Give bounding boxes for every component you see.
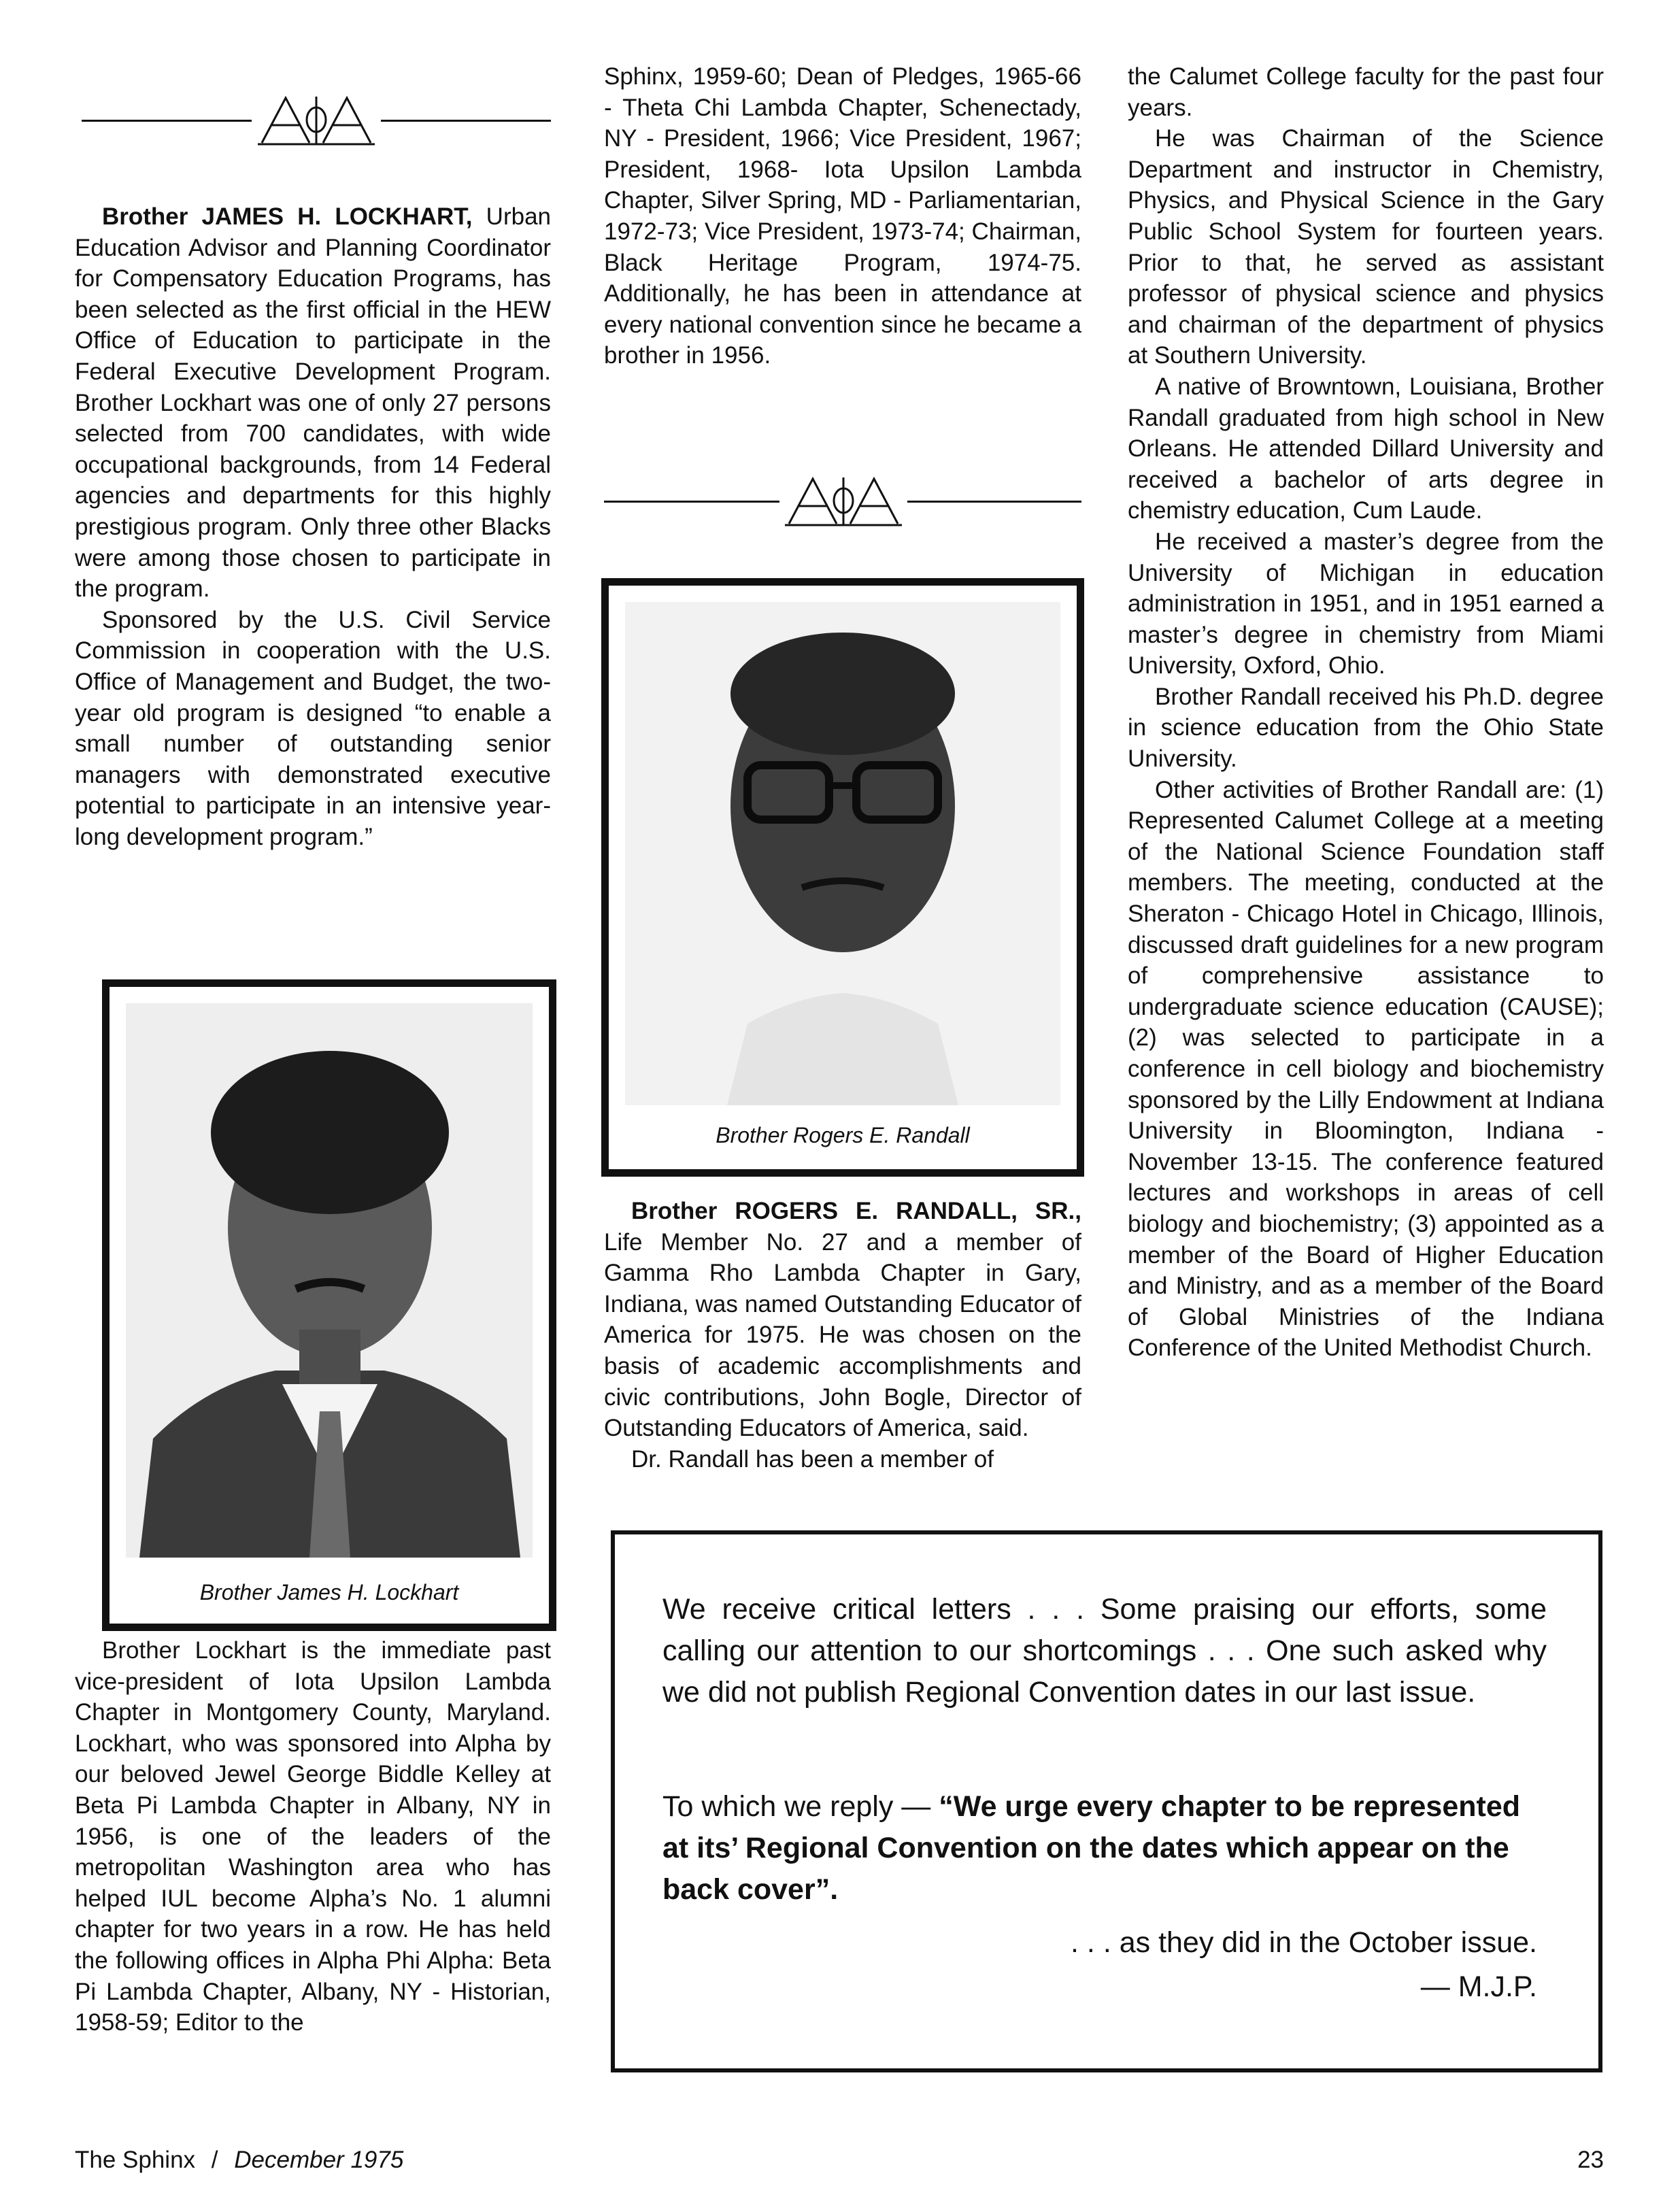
fraternity-crest-icon <box>782 473 905 528</box>
article-randall-column <box>604 1196 1081 1475</box>
article-lockhart-column <box>75 201 551 852</box>
divider-line-left <box>82 120 252 122</box>
notice-paragraph-3: . . . as they did in the October issue. <box>1071 1926 1537 1959</box>
randall-paragraph-2-start: Dr. Randall has been a member of <box>631 1445 994 1473</box>
randall-paragraph-5: He received a master’s degree from the University of Michigan in education administration in 1951, and in 1951 earned a master’s degree in chemistry from Miami University, Oxford, Ohio. <box>1128 528 1604 679</box>
page-number: 23 <box>1577 2147 1604 2173</box>
lockhart-paragraph-3-continued: Sphinx, 1959-60; Dean of Pledges, 1965-66 - Theta Chi Lambda Chapter, Schenectady, NY - President, 1966; Vice President, 1967; President, 1968- Iota Upsilon Lambda Chapter, Silver Spring, MD - Parliamentarian, 1972-73; Vice President, 1973-74; Chairman, Black Heritage Program, 1974-75. Additionally, he has been in attendance at every national convention since he became a brother in 1956. <box>604 63 1081 369</box>
randall-intro-text: Life Member No. 27 and a member of Gamma Rho Lambda Chapter in Gary, Indiana, was named Outstanding Educator of America for 1975. He was chosen on the basis of academic accomplishments and civic contributions, John Bogle, Director of Outstanding Educators of America, said. <box>604 1228 1081 1442</box>
publication-name: The Sphinx <box>75 2147 196 2173</box>
lockhart-continued-column-2 <box>604 61 1081 371</box>
randall-name: Brother ROGERS E. RANDALL, SR., <box>631 1198 1081 1224</box>
notice-paragraph-1: We receive critical letters . . . Some praising our efforts, some calling our attention to our shortcomings . . . One such asked why we did not publish Regional Convention dates in our last issue. <box>662 1593 1547 1709</box>
randall-paragraph-2-continued: the Calumet College faculty for the past four years. <box>1128 63 1604 121</box>
divider-line-left <box>604 501 779 503</box>
randall-paragraph-7: Other activities of Brother Randall are: (1) Represented Calumet College at a meeting of the National Science Foundation staff members. The meeting, conducted at the Sheraton - Chicago Hotel in Chicago, Illinois, discussed draft guidelines for a new program of comprehensive assistance to undergraduate science education (CAUSE); (2) was selected to participate in a conference in cell biology and biochemistry sponsored by the Lilly Endowment at Indiana University in Bloomington, Indiana - November 13-15. The conference featured lectures and workshops in areas of cell biology and biochemistry; (3) appointed as a member of the Board of Higher Education and Ministry, and as a member of the Board of Global Ministries of the Indiana Conference of the United Methodist Church. <box>1128 776 1604 1362</box>
lockhart-continued-column <box>75 1635 551 2038</box>
randall-continued-column <box>1128 61 1604 1364</box>
fraternity-crest-icon <box>255 93 377 147</box>
footer-publication <box>75 2147 403 2174</box>
randall-photo-caption: Brother Rogers E. Randall <box>716 1123 970 1147</box>
divider-line-right <box>907 501 1081 503</box>
notice-signature: — M.J.P. <box>1420 1970 1537 2003</box>
notice-reply-bold: “We urge every chapter to be represented at its’ Regional Convention on the dates which appear on the back cover”. <box>662 1790 1520 1906</box>
portrait-silhouette-icon <box>625 602 1060 1105</box>
randall-paragraph-3: He was Chairman of the Science Department and instructor in Chemistry, Physics, and Physical Science in the Gary Public School System for fourteen years. Prior to that, he served as assistant professor of physical science and physics and chairman of the department of physics at Southern University. <box>1128 125 1604 369</box>
lockhart-name: Brother JAMES H. LOCKHART, <box>102 203 473 230</box>
notice-reply-intro: To which we reply — <box>662 1790 939 1823</box>
lockhart-paragraph-1 <box>75 201 551 605</box>
lockhart-photo-frame <box>102 979 556 1631</box>
lockhart-paragraph-2: Sponsored by the U.S. Civil Service Commission in cooperation with the U.S. Office of Management and Budget, the two-year old program is designed “to enable a small number of outstanding senior managers with demonstrated executive potential to participate in an intensive year-long development program.” <box>75 606 551 850</box>
issue-date: December 1975 <box>234 2147 404 2173</box>
section-divider <box>604 469 1081 531</box>
randall-photo <box>625 602 1060 1105</box>
notice-paragraph-2 <box>662 1786 1547 1911</box>
randall-paragraph-1 <box>604 1196 1081 1444</box>
section-divider <box>82 88 551 150</box>
footer-separator: / <box>211 2147 218 2173</box>
lockhart-paragraph-3: Brother Lockhart is the immediate past vice-president of Iota Upsilon Lambda Chapter in Montgomery County, Maryland. Lockhart, who was sponsored into Alpha by our beloved Jewel George Biddle Kelley at Beta Pi Lambda Chapter in Albany, NY in 1956, is one of the leaders of the metropolitan Washington area who has helped IUL become Alpha’s No. 1 alumni chapter for two years in a row. He has held the following offices in Alpha Phi Alpha: Beta Pi Lambda Chapter, Albany, NY - Historian, 1958-59; Editor to the <box>75 1637 551 2036</box>
portrait-silhouette-icon <box>126 1003 533 1558</box>
divider-line-right <box>381 120 551 122</box>
randall-paragraph-4: A native of Browntown, Louisiana, Brother Randall graduated from high school in New Orleans. He attended Dillard University and received a bachelor of arts degree in chemistry education, Cum Laude. <box>1128 373 1604 524</box>
randall-paragraph-6: Brother Randall received his Ph.D. degree in science education from the Ohio State University. <box>1128 683 1604 773</box>
lockhart-photo-caption: Brother James H. Lockhart <box>199 1580 459 1604</box>
editor-notice-box <box>611 1530 1602 2072</box>
randall-photo-frame <box>601 578 1084 1177</box>
lockhart-photo <box>126 1003 533 1558</box>
lockhart-intro-text: Urban Education Advisor and Planning Coordinator for Compensatory Education Programs, has been selected as the first official in the HEW Office of Education to participate in the Federal Executive Development Program. Brother Lockhart was one of only 27 persons selected from 700 candidates, with wide occupational backgrounds, from 14 Federal agencies and departments for this highly prestigious program. Only three other Blacks were among those chosen to participate in the program. <box>75 203 551 603</box>
